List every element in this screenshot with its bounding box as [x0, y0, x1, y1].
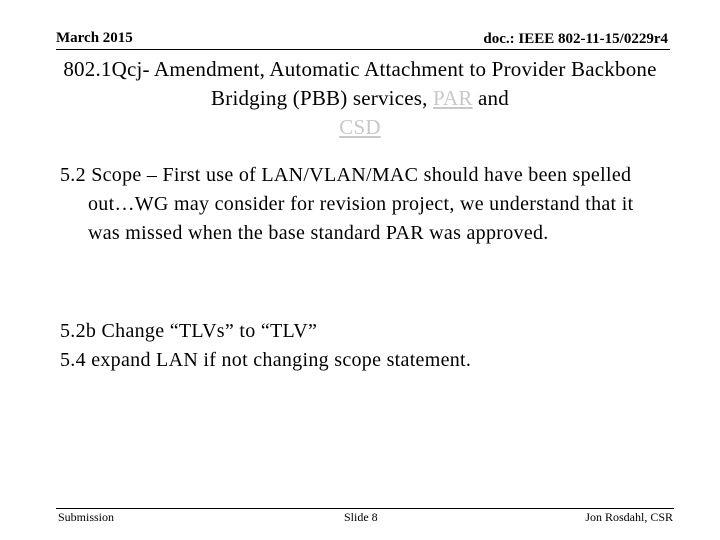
header-divider	[56, 49, 670, 50]
footer-divider	[56, 508, 674, 509]
scope-paragraph: 5.2 Scope – First use of LAN/VLAN/MAC should have been spelled out…WG may consider for revision project, we understand that it was missed when the base standard PAR was approved.	[60, 164, 634, 244]
slide-title-text: 802.1Qcj- Amendment, Automatic Attachment to Provider Backbone Bridging (PBB) services,	[63, 57, 657, 110]
lan-expand-paragraph: 5.4 expand LAN if not changing scope statement.	[60, 349, 472, 371]
footer-submission: Submission	[58, 510, 115, 524]
slide-title	[40, 55, 680, 142]
csd-link[interactable]: CSD	[339, 115, 381, 139]
slide-title-and: and	[478, 86, 509, 110]
tlv-change-paragraph: 5.2b Change “TLVs” to “TLV”	[60, 320, 318, 342]
par-link[interactable]: PAR	[433, 86, 473, 110]
footer-slide-number: Slide 8	[344, 510, 378, 524]
header-doc-id: doc.: IEEE 802-11-15/0229r4	[483, 31, 668, 47]
content-block-changes	[60, 317, 660, 375]
content-block-scope	[60, 161, 660, 248]
header-date: March 2015	[56, 30, 133, 46]
footer-author: Jon Rosdahl, CSR	[585, 510, 673, 524]
